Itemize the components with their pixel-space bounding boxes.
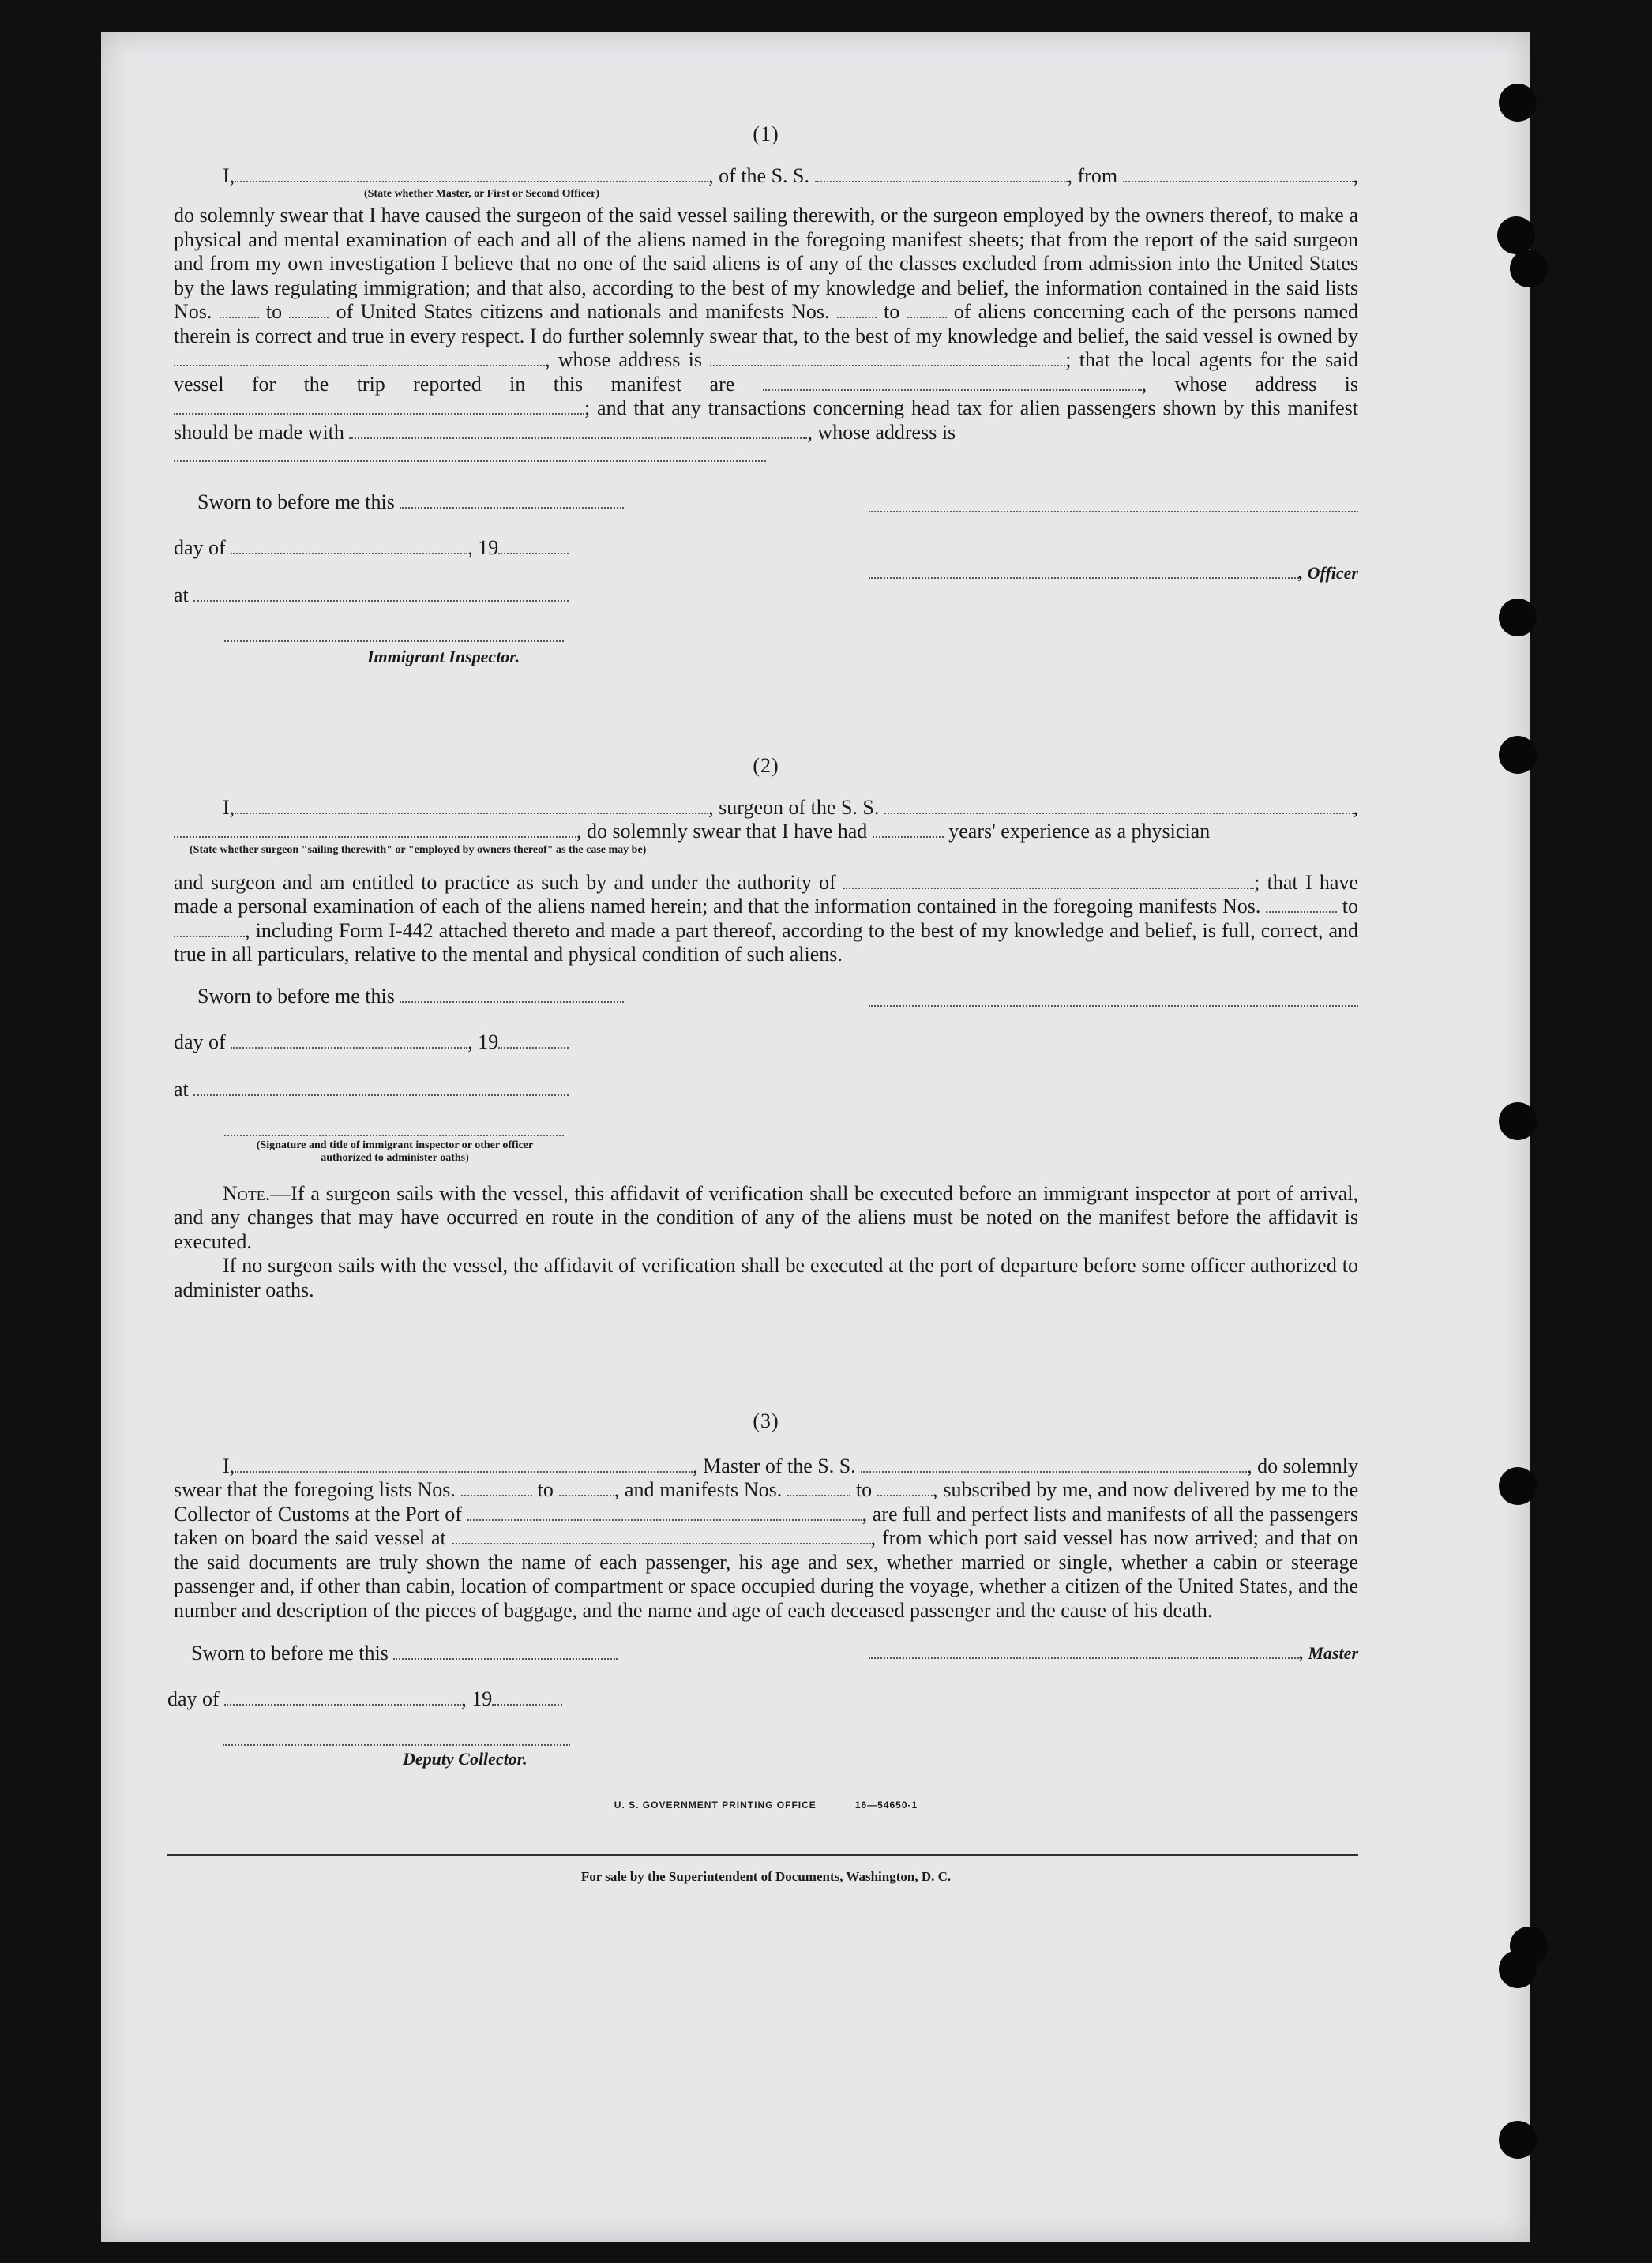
punch-hole-6 bbox=[1499, 1102, 1537, 1140]
section-1-body-text: do solemnly swear that I have caused the surgeon of the said vessel sailing therewith, or the surgeon employed by the owners thereof, to make a physical and mental examination of each and all of the aliens named in the foregoing manifest sheets; that from the report of the said surgeon and from my own investigation I believe that no one of the said aliens is of any of the classes excluded from admission into the United States by the laws regulating immigration; and that also, according to the best of my knowledge and belief, the information contained in the said lists Nos. bbox=[174, 204, 1358, 323]
section-1-number: (1) bbox=[753, 122, 779, 145]
semicolon: ; bbox=[1065, 348, 1072, 371]
surgeon-ship-field[interactable] bbox=[884, 798, 1354, 814]
form-content bbox=[167, 122, 1359, 1889]
s3-manifests-to-field[interactable] bbox=[877, 1481, 933, 1496]
note-paragraph bbox=[174, 1182, 1358, 1255]
day-of-field-1[interactable] bbox=[231, 539, 467, 554]
years-experience-label: years' experience as a physician bbox=[948, 820, 1211, 843]
surgeon-name-field[interactable] bbox=[235, 798, 708, 814]
year-field-1[interactable] bbox=[498, 539, 569, 554]
master-signature-field[interactable] bbox=[869, 1643, 1299, 1659]
day-of-line-3 bbox=[167, 1687, 562, 1712]
sworn-date-field-1[interactable] bbox=[400, 493, 624, 509]
at-label-2: at bbox=[174, 1077, 189, 1101]
punch-hole-1 bbox=[1499, 84, 1537, 122]
section-3-number: (3) bbox=[753, 1409, 779, 1432]
s3-manifests-from-field[interactable] bbox=[787, 1481, 850, 1496]
section-2-i: I, bbox=[223, 795, 235, 819]
head-tax-agent-field[interactable] bbox=[349, 423, 807, 439]
inspector-signature-line[interactable] bbox=[224, 629, 564, 642]
section-2-sworn bbox=[174, 985, 1358, 1182]
day-of-field-3[interactable] bbox=[224, 1690, 461, 1706]
sworn-date-field-3[interactable] bbox=[393, 1644, 618, 1660]
oath-officer-caption: (Signature and title of immigrant inspector or other officer authorized to administer oaths) bbox=[256, 1139, 534, 1164]
surgeon-status-caption: (State whether surgeon "sailing therewith" or "employed by owners thereof" as the case may be) bbox=[190, 843, 647, 856]
note-paragraph-2 bbox=[174, 1254, 1358, 1302]
officer-rank-caption: (State whether Master, or First or Second Officer) bbox=[363, 188, 600, 200]
lists-to-field[interactable] bbox=[289, 302, 329, 318]
to-label-4: to bbox=[537, 1478, 554, 1501]
do-solemnly-label: , do solemnly swear that I have had bbox=[576, 820, 868, 843]
section-3-body bbox=[174, 1478, 1358, 1623]
sworn-label-1: Sworn to before me this bbox=[197, 490, 395, 513]
section-2-body-c: , including Form I-442 attached thereto and made a part thereof, according to the best of my knowledge and belief, is full, correct, and true in all particulars, relative to the mental and physical condition of such aliens. bbox=[174, 918, 1358, 966]
sworn-line-1 bbox=[197, 490, 624, 515]
sworn-label-2: Sworn to before me this bbox=[197, 984, 395, 1008]
head-tax-address-field[interactable] bbox=[174, 445, 766, 462]
section-2-body-b: that I have made a personal examination of each of the aliens named herein; and that the information contained in the foregoing manifests Nos. bbox=[174, 870, 1359, 918]
day-of-line-2 bbox=[174, 1030, 569, 1055]
manifests-of-all-text: manifests of all the passengers taken on board the said vessel at bbox=[174, 1502, 1359, 1549]
delivered-text: delivered by me to the Collector of Customs at the Port of bbox=[174, 1478, 1359, 1526]
master-ship-field[interactable] bbox=[861, 1457, 1247, 1473]
section-3-sworn bbox=[167, 1642, 1358, 1800]
section-2-body-a: and surgeon and am entitled to practice as such by and under the authority of bbox=[174, 870, 836, 894]
printing-office-label: U. S. GOVERNMENT PRINTING OFFICE bbox=[614, 1800, 817, 1811]
to-label-2: to bbox=[884, 300, 900, 323]
s3-lists-to-field[interactable] bbox=[559, 1481, 614, 1496]
surgeon-status-field[interactable] bbox=[174, 822, 576, 838]
punch-hole-3 bbox=[1510, 250, 1548, 287]
are-full-text: , are full and perfect lists and bbox=[862, 1502, 1102, 1526]
master-name-field[interactable] bbox=[235, 1457, 693, 1473]
form-page bbox=[101, 32, 1530, 2242]
signature-line-2[interactable] bbox=[869, 989, 1358, 1007]
officer-label: , Officer bbox=[1298, 563, 1358, 583]
note-label: Note. bbox=[223, 1181, 271, 1205]
agents-address-label: whose address is bbox=[1174, 372, 1359, 396]
lists-from-field[interactable] bbox=[220, 302, 259, 318]
do-solemnly-label-3: , do solemnly bbox=[1247, 1454, 1358, 1477]
officer-rank-field[interactable] bbox=[235, 167, 708, 182]
from-port-field[interactable] bbox=[1123, 167, 1354, 182]
comma: , bbox=[1353, 163, 1358, 187]
section-3-body-text: port said vessel has now arrived; and that on the said documents are truly shown the name of each passenger, his age and sex, whether married or single, whether a cabin or steerage passenger and, if other than cabin, location of compartment or space occupied during the voyage, whether a citizen of the United States, and the number and description of the pieces of baggage, and the name and age of each deceased passenger and the cause of his death. bbox=[174, 1526, 1359, 1622]
section-3-header-line bbox=[174, 1454, 1358, 1479]
at-line-1 bbox=[174, 584, 569, 608]
and-manifests-text: , and manifests Nos. bbox=[614, 1478, 783, 1501]
section-1-i: I, bbox=[223, 163, 235, 187]
head-tax-address-label: , whose address is bbox=[807, 420, 956, 444]
years-field[interactable] bbox=[873, 822, 944, 838]
section-1-body bbox=[174, 204, 1358, 445]
punch-hole-2 bbox=[1497, 216, 1535, 254]
year-label-3: , 19 bbox=[461, 1687, 493, 1710]
s3-lists-from-field[interactable] bbox=[461, 1481, 532, 1496]
from-label: , from bbox=[1067, 163, 1118, 187]
day-of-label-1: day of bbox=[174, 536, 226, 559]
at-label-1: at bbox=[174, 584, 189, 606]
local-agents-field[interactable] bbox=[763, 375, 1142, 391]
section-1-header-line bbox=[174, 164, 1358, 189]
whose-address-label: , whose address is bbox=[545, 348, 703, 371]
aliens-text: of aliens concerning each of the persons named therein is correct and true in every respect. I do further solemnly swear that, to the best of my knowledge and belief, the said vessel is owned by bbox=[174, 300, 1359, 347]
sworn-line-3 bbox=[191, 1642, 618, 1666]
to-label: to bbox=[265, 300, 283, 323]
punch-hole-5 bbox=[1499, 736, 1537, 774]
officer-line bbox=[869, 561, 1358, 586]
head-tax-text: ; and that any transactions concerning head tax for alien passengers shown by this manifest should be made with bbox=[174, 396, 1358, 444]
oath-officer-signature-line[interactable] bbox=[224, 1124, 564, 1136]
day-of-field-2[interactable] bbox=[231, 1033, 467, 1049]
year-field-2[interactable] bbox=[498, 1033, 569, 1049]
master-label: , Master bbox=[1299, 1643, 1358, 1663]
of-ss-label: , of the S. S. bbox=[708, 163, 810, 187]
section-2-body bbox=[174, 871, 1358, 967]
boarding-port-field[interactable] bbox=[452, 1529, 871, 1544]
for-sale-label: For sale by the Superintendent of Documents, Washington, D. C. bbox=[580, 1868, 952, 1884]
local-agents-text: that the local agents for the said vessel for the trip reported in this manifest are bbox=[174, 348, 1359, 396]
punch-hole-7 bbox=[1499, 1467, 1537, 1505]
note-text: —If a surgeon sails with the vessel, this affidavit of verification shall be executed before an immigrant inspector at port of arrival, and any changes that may have occurred en route in the condition of any of the aliens must be noted on the manifest before the affidavit is executed. bbox=[174, 1181, 1358, 1253]
comma-2: , bbox=[1141, 372, 1147, 396]
day-of-label-2: day of bbox=[174, 1030, 226, 1053]
signature-line-1[interactable] bbox=[869, 495, 1358, 512]
section-2-header-line bbox=[174, 796, 1358, 820]
footer-rule bbox=[167, 1854, 1358, 1856]
deputy-collector-label: Deputy Collector. bbox=[403, 1749, 528, 1769]
port-field[interactable] bbox=[467, 1505, 862, 1521]
section-2-number: (2) bbox=[753, 754, 779, 777]
officer-signature-field[interactable] bbox=[869, 563, 1299, 579]
section-3-i: I, bbox=[223, 1454, 235, 1477]
surgeon-of-label: , surgeon of the S. S. bbox=[708, 795, 880, 819]
us-citizens-text: of United States citizens and nationals and manifests Nos. bbox=[336, 300, 830, 323]
immigrant-inspector-label: Immigrant Inspector. bbox=[367, 647, 520, 666]
semicolon-2: ; bbox=[1254, 870, 1260, 894]
comma-3: , bbox=[1353, 795, 1358, 819]
deputy-collector-signature-line[interactable] bbox=[223, 1733, 570, 1746]
s2-manifests-from-field[interactable] bbox=[1266, 897, 1337, 913]
owner-field[interactable] bbox=[174, 351, 545, 366]
day-of-line-1 bbox=[174, 536, 569, 561]
authority-field[interactable] bbox=[843, 873, 1254, 889]
swear-lists-text: swear that the foregoing lists Nos. bbox=[174, 1478, 456, 1501]
section-2-line-2 bbox=[174, 820, 1358, 844]
manifests-to-field[interactable] bbox=[907, 302, 947, 318]
note-text-2: If no surgeon sails with the vessel, the affidavit of verification shall be executed at the port of departure before some officer authorized to administer oaths. bbox=[174, 1254, 1358, 1301]
to-label-5: to bbox=[855, 1478, 873, 1501]
manifests-from-field[interactable] bbox=[837, 302, 877, 318]
day-of-label-3: day of bbox=[167, 1687, 220, 1710]
agents-address-field[interactable] bbox=[174, 399, 584, 415]
subscribed-text: , subscribed by me, and now bbox=[933, 1478, 1169, 1501]
form-code-label: 16—54650-1 bbox=[854, 1800, 918, 1811]
sworn-date-field-2[interactable] bbox=[400, 987, 624, 1003]
at-field-2[interactable] bbox=[193, 1080, 569, 1096]
owner-address-field[interactable] bbox=[710, 351, 1065, 366]
master-signature-line bbox=[869, 1642, 1358, 1666]
ship-name-field[interactable] bbox=[815, 167, 1068, 182]
year-label-1: , 19 bbox=[467, 536, 499, 559]
punch-hole-4 bbox=[1499, 599, 1537, 636]
at-line-2 bbox=[174, 1078, 569, 1102]
from-which-text: , from which bbox=[870, 1526, 978, 1549]
sworn-line-2 bbox=[197, 985, 624, 1009]
punch-hole-10 bbox=[1499, 2121, 1537, 2159]
year-label-2: , 19 bbox=[467, 1030, 499, 1053]
at-field-1[interactable] bbox=[193, 586, 569, 602]
punch-hole-9 bbox=[1499, 1950, 1537, 1988]
section-1-sworn bbox=[174, 490, 1358, 688]
s2-manifests-to-field[interactable] bbox=[174, 921, 245, 937]
year-field-3[interactable] bbox=[492, 1690, 562, 1706]
master-of-label: , Master of the S. S. bbox=[693, 1454, 856, 1477]
to-label-3: to bbox=[1342, 895, 1359, 918]
sworn-label-3: Sworn to before me this bbox=[191, 1642, 389, 1664]
